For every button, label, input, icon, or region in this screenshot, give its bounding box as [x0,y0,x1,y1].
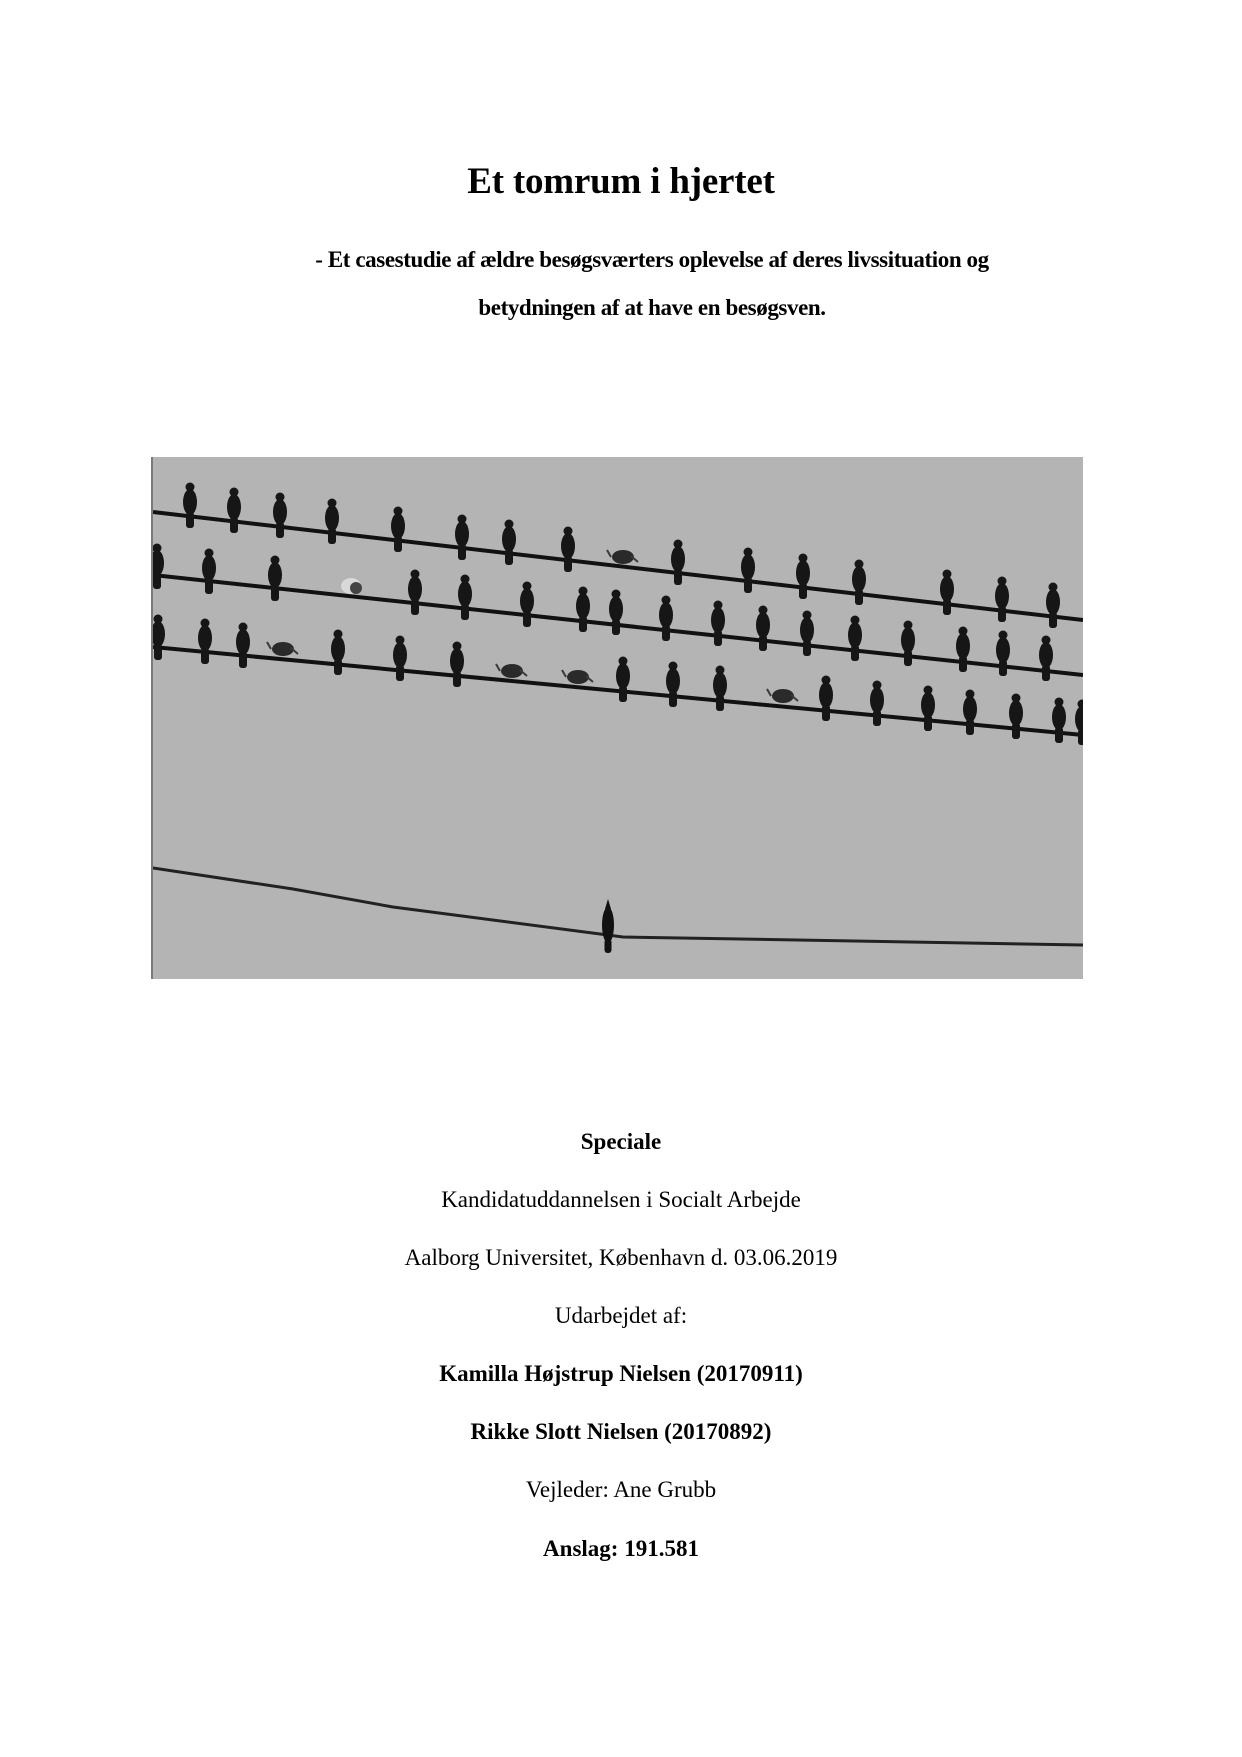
character-count: Anslag: 191.581 [543,1536,699,1561]
document-subtitle [262,236,1042,332]
author-name: Rikke Slott Nielsen (20170892) [470,1419,772,1444]
lonely-power-line [153,868,1083,945]
author-name: Kamilla Højstrup Nielsen (20170911) [439,1361,803,1386]
document-title: Et tomrum i hjertet [467,161,775,202]
institution-and-date: Aalborg Universitet, København d. 03.06.2019 [404,1245,838,1270]
document-type: Speciale [580,1129,662,1154]
cover-photo-birds-on-wires [151,457,1083,979]
study-program: Kandidatuddannelsen i Socialt Arbejde [441,1187,801,1212]
birds-on-wires-illustration [153,457,1083,979]
lonely-bird [602,899,614,953]
supervisor: Vejleder: Ane Grubb [525,1477,717,1502]
subtitle-line: - Et casestudie af ældre besøgsværters oplevelse af deres livssituation og [315,247,989,272]
subtitle-line: betydningen af at have en besøgsven. [478,295,826,320]
authored-by-label: Udarbejdet af: [554,1303,688,1328]
